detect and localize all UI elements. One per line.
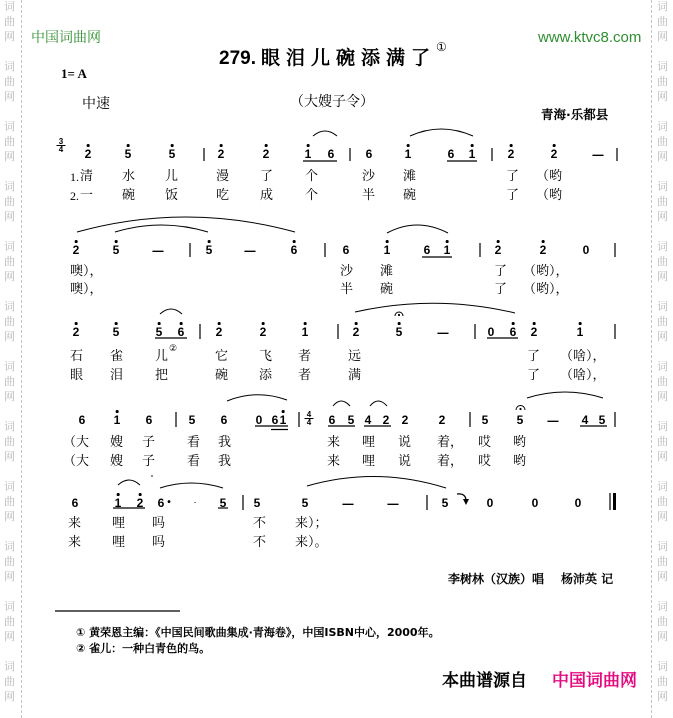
watermark: 词曲网	[4, 540, 15, 583]
note: 1	[443, 243, 451, 257]
singer-credit: 李树林（汉族）唱	[448, 572, 545, 586]
lyric: 来	[327, 454, 341, 469]
note: 1	[383, 243, 391, 257]
lyric: 漫	[216, 169, 230, 184]
note: 1	[114, 496, 122, 510]
lyric: 泪	[110, 368, 124, 383]
note: 1	[279, 413, 287, 427]
lyric: 哩	[112, 535, 126, 550]
note: 6	[177, 325, 185, 339]
watermark: 词曲网	[4, 420, 15, 463]
note: 5	[347, 413, 355, 427]
lyric: 一	[80, 188, 94, 203]
ornament-dots	[151, 314, 521, 505]
barlines	[176, 148, 617, 510]
rest: 0	[582, 243, 590, 257]
site-brand-logo-text: 中国词曲网	[31, 30, 101, 46]
note: 1	[404, 147, 412, 161]
watermark: 词曲网	[657, 420, 668, 463]
note: 1	[301, 325, 309, 339]
slur	[387, 225, 448, 233]
lyric: 眼	[70, 368, 84, 383]
lyric: （哟	[536, 169, 563, 184]
rest: 0	[574, 496, 582, 510]
fermata-dot	[519, 408, 521, 410]
lyric: 了	[527, 349, 541, 364]
sustain-dash: –	[151, 242, 165, 258]
watermark: 词曲网	[657, 660, 668, 703]
site-url-link[interactable]: www.ktvc8.com	[538, 29, 642, 46]
note: 6	[78, 413, 86, 427]
note: 6	[290, 243, 298, 257]
lyric: 碗	[403, 188, 417, 203]
note: 1	[468, 147, 476, 161]
lyric: 吗	[152, 516, 166, 531]
lyric: 着，	[437, 435, 464, 450]
lyric: 碗	[122, 188, 136, 203]
sustain-dash: –	[243, 242, 257, 258]
watermark: 词曲网	[4, 300, 15, 343]
note: 6	[220, 413, 228, 427]
lyric: 个	[305, 169, 319, 184]
extension-dot: ·	[193, 497, 197, 508]
note: 2	[259, 325, 267, 339]
lyric: （大	[63, 435, 90, 450]
note: 6	[328, 413, 336, 427]
slur	[160, 309, 182, 314]
note: 1	[304, 147, 312, 161]
watermark: 词曲网	[4, 180, 15, 223]
slur	[410, 129, 473, 136]
note: 5	[219, 496, 227, 510]
note: 2	[217, 147, 225, 161]
lyric: 不	[253, 535, 267, 550]
source-label: 本曲谱源自	[442, 671, 527, 691]
lyric: 噢），	[70, 282, 103, 297]
lyric: 哟	[513, 435, 527, 450]
lyric: 哩	[112, 516, 126, 531]
rest: 0	[255, 413, 263, 427]
footnote-marker: ①	[76, 626, 86, 639]
lyric: 者	[298, 368, 312, 383]
transcriber-credit: 杨沛英 记	[561, 572, 614, 586]
lyric: 哩	[362, 435, 376, 450]
note: 5	[516, 413, 524, 427]
rest: 0	[486, 496, 494, 510]
watermark: 词曲网	[4, 120, 15, 163]
footnote-marker: ②	[76, 642, 86, 655]
lyric: 着，	[437, 454, 464, 469]
rest: 0	[487, 325, 495, 339]
lyric: 哎	[478, 454, 492, 469]
lyric: 了	[260, 169, 274, 184]
song-number: 279.	[219, 48, 256, 69]
lyric: 看	[187, 435, 201, 450]
lyric: 来	[327, 435, 341, 450]
slur	[370, 401, 387, 406]
lyric: 我	[218, 454, 232, 469]
lyric: 子	[142, 454, 156, 469]
watermark: 词曲网	[657, 180, 668, 223]
lyric: 水	[122, 169, 136, 184]
lyric: 滩	[380, 264, 394, 279]
note: 5	[168, 147, 176, 161]
lyric: 哩	[362, 454, 376, 469]
lyric: 吗	[152, 535, 166, 550]
beams	[55, 161, 607, 611]
slur	[355, 303, 515, 313]
lyric: 石	[70, 349, 84, 364]
sustain-dash: –	[591, 146, 605, 162]
lyric: 来）。	[295, 535, 328, 550]
lyric: 飞	[259, 349, 273, 364]
slur	[527, 392, 603, 398]
note: 2	[215, 325, 223, 339]
note: 2	[382, 413, 390, 427]
lyric: 了	[506, 188, 520, 203]
lyric-footnote-marker: ②	[169, 344, 178, 354]
lyric: 沙	[340, 264, 354, 279]
note: 6	[365, 147, 373, 161]
note: 5	[481, 413, 489, 427]
watermark: 词曲网	[4, 360, 15, 403]
slur	[227, 395, 287, 401]
note: 4	[364, 413, 372, 427]
note: 2	[539, 243, 547, 257]
note: 5	[124, 147, 132, 161]
augmentation-dot: •	[167, 497, 171, 508]
footnote-1	[76, 626, 440, 639]
lyric: 哎	[478, 435, 492, 450]
watermark: 词曲网	[657, 240, 668, 283]
note: 5	[301, 496, 309, 510]
verse-number: 2.	[70, 189, 79, 203]
fermata-dot	[398, 314, 400, 316]
note: 2	[530, 325, 538, 339]
lyric: 碗	[215, 368, 229, 383]
slur	[333, 401, 350, 406]
watermark: 词曲网	[4, 0, 15, 43]
lyric: （啥），	[560, 368, 606, 383]
lyric: 清	[80, 169, 94, 184]
note: 2	[352, 325, 360, 339]
note: 5	[395, 325, 403, 339]
note: 5	[205, 243, 213, 257]
lyric: 远	[348, 349, 362, 364]
lyric: （哟	[536, 188, 563, 203]
watermark: 词曲网	[4, 60, 15, 103]
glide-arrow-head	[463, 499, 469, 505]
note: 2	[438, 413, 446, 427]
lyric: 说	[398, 454, 412, 469]
note: 6	[342, 243, 350, 257]
lyric: 哟	[513, 454, 527, 469]
watermark: 词曲网	[4, 600, 15, 643]
watermark: 词曲网	[657, 540, 668, 583]
note: 6	[509, 325, 517, 339]
sustain-dash: –	[386, 495, 400, 511]
note: 5	[188, 413, 196, 427]
lyric: 来	[68, 516, 82, 531]
watermark: 词曲网	[657, 360, 668, 403]
slur	[160, 483, 223, 488]
note: 6	[271, 413, 279, 427]
lyric: 了	[527, 368, 541, 383]
lyric: （哟），	[523, 282, 569, 297]
title-footnote-marker: ①	[436, 40, 447, 54]
watermark: 词曲网	[657, 600, 668, 643]
time-signature-bottom: 4	[306, 418, 312, 427]
lyric: 它	[215, 349, 229, 364]
slur	[115, 225, 208, 232]
lyric: 碗	[380, 282, 394, 297]
note: 5	[598, 413, 606, 427]
stray-dot	[151, 475, 153, 477]
note: 6	[71, 496, 79, 510]
note: 6	[145, 413, 153, 427]
lyric: 半	[340, 282, 354, 297]
note: 6	[327, 147, 335, 161]
lyric: 吃	[216, 188, 230, 203]
lyric: 半	[362, 188, 376, 203]
note: 2	[72, 243, 80, 257]
lyric: 儿	[155, 349, 169, 364]
time-signature-top: 3	[57, 138, 66, 146]
lyric: 看	[187, 454, 201, 469]
lyric: 嫂	[110, 435, 124, 450]
lyric: 滩	[403, 169, 417, 184]
lyric: 说	[398, 435, 412, 450]
source-site: 中国词曲网	[552, 671, 637, 691]
slur	[307, 476, 446, 488]
sustain-dash: –	[341, 495, 355, 511]
footnote-text: 雀儿：一种白青色的鸟。	[89, 642, 211, 655]
note: 2	[136, 496, 144, 510]
watermark: 词曲网	[4, 480, 15, 523]
note: 2	[507, 147, 515, 161]
note: 5	[441, 496, 449, 510]
note: 2	[550, 147, 558, 161]
note: 4	[581, 413, 589, 427]
slurs	[77, 129, 603, 501]
watermark: 词曲网	[4, 660, 15, 703]
footnote-text: 黄荣恩主编：《中国民间歌曲集成·青海卷》，中国ISBN中心，2000年。	[89, 626, 440, 639]
lyric: （大	[63, 454, 90, 469]
note: 2	[84, 147, 92, 161]
lyric: 者	[298, 349, 312, 364]
time-signature-bottom: 4	[58, 145, 64, 154]
note: 2	[72, 325, 80, 339]
watermark: 词曲网	[657, 60, 668, 103]
lyric: 子	[142, 435, 156, 450]
note: 1	[576, 325, 584, 339]
verse-number: 1.	[70, 170, 79, 184]
lyric: 满	[348, 368, 362, 383]
note: 5	[112, 325, 120, 339]
lyric: 沙	[362, 169, 376, 184]
note: 6	[157, 496, 165, 510]
note: 5	[155, 325, 163, 339]
note: 6	[423, 243, 431, 257]
lyric: （啥），	[560, 349, 606, 364]
watermark: 词曲网	[657, 0, 668, 43]
note: 2	[262, 147, 270, 161]
note: 1	[113, 413, 121, 427]
lyric: 个	[305, 188, 319, 203]
note: 2	[494, 243, 502, 257]
watermark: 词曲网	[657, 120, 668, 163]
lyric: 成	[260, 188, 274, 203]
note: 5	[253, 496, 261, 510]
lyric: 添	[259, 368, 273, 383]
lyric: 雀	[110, 349, 124, 364]
lyric: 噢），	[70, 264, 103, 279]
lyric: 我	[218, 435, 232, 450]
key-signature: 1= A	[61, 66, 87, 81]
time-signature-top: 4	[305, 411, 314, 419]
song-title-text: 眼泪儿碗添满了	[260, 48, 436, 69]
sustain-dash: –	[436, 324, 450, 340]
slur	[77, 217, 295, 232]
watermark: 词曲网	[657, 300, 668, 343]
note: 5	[112, 243, 120, 257]
footnote-2	[76, 642, 210, 655]
tune-name: （大嫂子令）	[290, 94, 374, 110]
sustain-dash: –	[546, 412, 560, 428]
note: 2	[401, 413, 409, 427]
lyric: 来	[68, 535, 82, 550]
lyric: 不	[253, 516, 267, 531]
lyric: 了	[494, 264, 508, 279]
lyric: 嫂	[110, 454, 124, 469]
tempo-marking: 中速	[82, 96, 110, 112]
watermark: 词曲网	[4, 240, 15, 283]
lyric: 了	[506, 169, 520, 184]
slur	[313, 131, 337, 136]
lyric: 把	[155, 368, 169, 383]
lyric: 来）；	[295, 516, 328, 531]
lyric: 饭	[165, 188, 179, 203]
lyric: 了	[494, 282, 508, 297]
song-origin: 青海·乐都县	[541, 107, 609, 122]
note: 6	[447, 147, 455, 161]
lyric: （哟），	[523, 264, 569, 279]
rest: 0	[531, 496, 539, 510]
lyric: 儿	[165, 169, 179, 184]
watermark: 词曲网	[657, 480, 668, 523]
slur	[118, 480, 140, 485]
